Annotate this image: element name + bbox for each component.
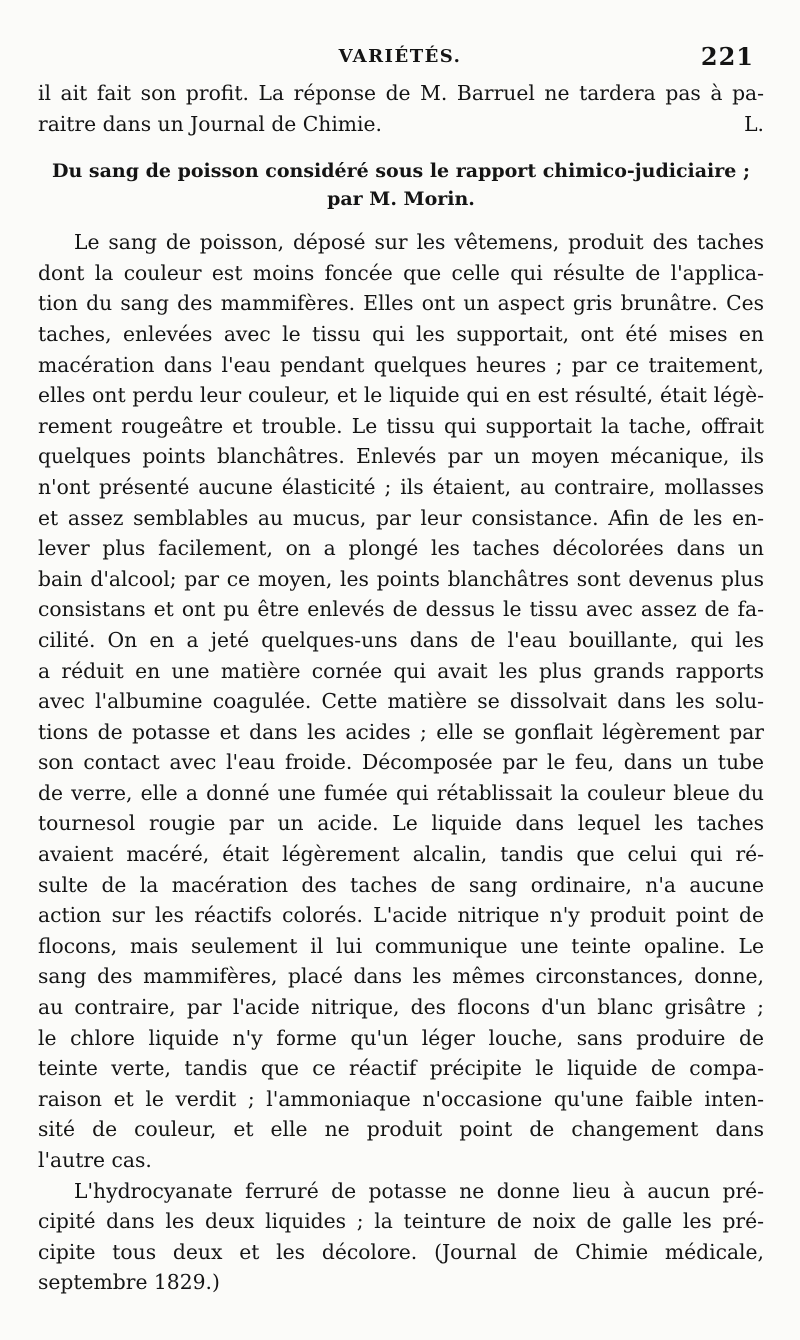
- text-line: son contact avec l'eau froide. Décomposée par le feu, dans un tube: [38, 750, 764, 775]
- article-title-main: Du sang de poisson considéré sous le rapport chimico-judiciaire ;: [51, 160, 750, 183]
- text-line: sang des mammifères, placé dans les mêmes circonstances, donne,: [38, 964, 764, 989]
- text-line: cipite tous deux et les décolore. (Journal de Chimie médicale,: [38, 1239, 764, 1264]
- text-line: avaient macéré, était légèrement alcalin, tandis que celui qui ré-: [38, 842, 764, 867]
- text-line: avec l'albumine coagulée. Cette matière se dissolvait dans les solu-: [38, 689, 764, 714]
- text-line: n'ont présenté aucune élasticité ; ils étaient, au contraire, mollasses: [38, 474, 764, 499]
- text-line: macération dans l'eau pendant quelques heures ; par ce traitement,: [38, 352, 764, 377]
- text-line: sulte de la macération des taches de sang ordinaire, n'a aucune: [38, 872, 764, 897]
- text-line: teinte verte, tandis que ce réactif précipite le liquide de compa-: [38, 1056, 764, 1081]
- text-line: bain d'alcool; par ce moyen, les points blanchâtres sont devenus plus: [38, 566, 764, 591]
- text-line: dont la couleur est moins foncée que celle qui résulte de l'applica-: [38, 260, 764, 285]
- text-line: consistans et ont pu être enlevés de dessus le tissu avec assez de fa-: [38, 597, 764, 622]
- author-signature: L.: [744, 111, 764, 136]
- continuation-closing: [38, 109, 764, 140]
- text-line: tournesol rougie par un acide. Le liquide dans lequel les taches: [38, 811, 764, 836]
- text-line: elles ont perdu leur couleur, et le liquide qui en est résulté, était légè-: [38, 383, 764, 408]
- text-line: raitre dans un Journal de Chimie.: [38, 111, 382, 136]
- text-line: de verre, elle a donné une fumée qui rétablissait la couleur bleue du: [38, 780, 764, 805]
- text-line: raison et le verdit ; l'ammoniaque n'occasione qu'une faible inten-: [38, 1086, 764, 1111]
- text-line: il ait fait son profit. La réponse de M. Barruel ne tardera pas à pa-: [38, 81, 764, 105]
- text-line: tions de potasse et dans les acides ; elle se gonflait légèrement par: [38, 719, 764, 744]
- text-line: au contraire, par l'acide nitrique, des flocons d'un blanc grisâtre ;: [38, 995, 764, 1020]
- continuation-text: [38, 78, 764, 109]
- paragraph-2: [38, 1176, 764, 1268]
- text-line: et assez semblables au mucus, par leur consistance. Afin de les en-: [38, 505, 764, 530]
- text-line: cilité. On en a jeté quelques-uns dans de l'eau bouillante, qui les: [38, 627, 764, 652]
- page-number: 221: [700, 42, 754, 71]
- text-line: rement rougeâtre et trouble. Le tissu qui supportait la tache, offrait: [38, 413, 764, 438]
- text-line: le chlore liquide n'y forme qu'un léger louche, sans produire de: [38, 1025, 764, 1050]
- running-title: VARIÉTÉS.: [338, 46, 462, 67]
- text-line: action sur les réactifs colorés. L'acide nitrique n'y produit point de: [38, 903, 764, 928]
- text-line: Le sang de poisson, déposé sur les vêtemens, produit des taches: [74, 230, 764, 255]
- article-author: par M. Morin.: [327, 188, 475, 211]
- text-line: l'autre cas.: [38, 1148, 152, 1172]
- text-line: quelques points blanchâtres. Enlevés par un moyen mécanique, ils: [38, 444, 764, 469]
- page-header: [0, 38, 800, 78]
- text-line: septembre 1829.): [38, 1270, 220, 1295]
- text-line: sité de couleur, et elle ne produit point de changement dans: [38, 1117, 764, 1142]
- text-line: lever plus facilement, on a plongé les taches décolorées dans un: [38, 536, 764, 561]
- text-line: tion du sang des mammifères. Elles ont un aspect gris brunâtre. Ces: [38, 291, 764, 316]
- text-line: L'hydrocyanate ferruré de potasse ne donne lieu à aucun pré-: [74, 1178, 764, 1203]
- text-line: cipité dans les deux liquides ; la teinture de noix de galle les pré-: [38, 1209, 764, 1234]
- text-line: a réduit en une matière cornée qui avait les plus grands rapports: [38, 658, 764, 683]
- text-line: taches, enlevées avec le tissu qui les supportait, ont été mises en: [38, 321, 764, 346]
- paragraph-2-end: [38, 1267, 764, 1298]
- paragraph-1: [38, 227, 764, 1145]
- page-body: [38, 78, 764, 1298]
- article-title: [38, 157, 764, 213]
- text-line: flocons, mais seulement il lui communique une teinte opaline. Le: [38, 933, 764, 958]
- paragraph-1-end: [38, 1145, 764, 1176]
